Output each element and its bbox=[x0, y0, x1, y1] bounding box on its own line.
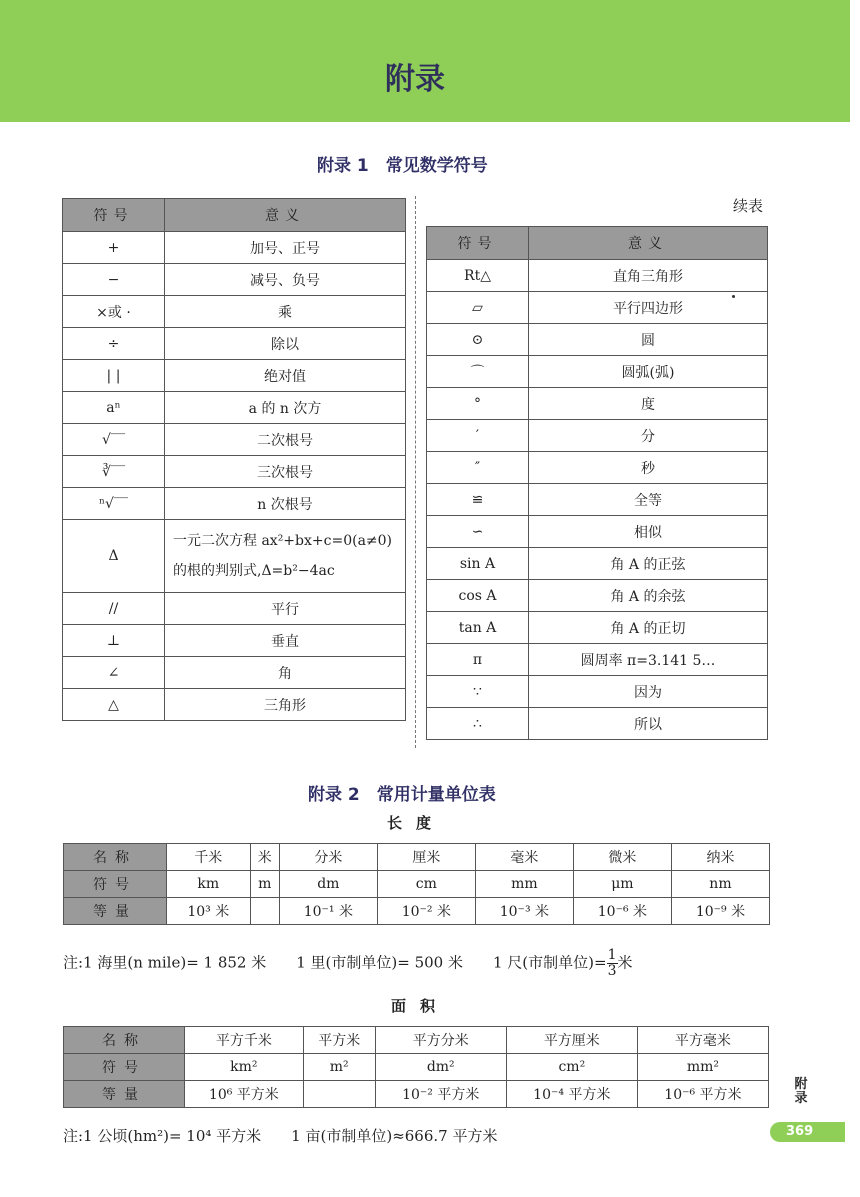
row-label: 名称 bbox=[64, 844, 167, 871]
meaning-cell: 垂直 bbox=[165, 625, 406, 657]
length-note-unit: 米 bbox=[617, 953, 633, 972]
meaning-cell: 所以 bbox=[529, 708, 768, 740]
symbol-cell: ∽ bbox=[427, 516, 529, 548]
side-tab: 附录 bbox=[794, 1077, 808, 1106]
unit-cell: mm bbox=[475, 871, 573, 898]
meaning-cell: 全等 bbox=[529, 484, 768, 516]
page-number: 369 bbox=[770, 1122, 845, 1142]
table-row bbox=[63, 264, 406, 296]
unit-cell: 10³ 米 bbox=[167, 898, 251, 925]
meaning-cell: 一元二次方程 ax²+bx+c=0(a≠0) 的根的判别式,Δ=b²−4ac bbox=[165, 520, 406, 593]
unit-cell: 纳米 bbox=[671, 844, 769, 871]
unit-cell: 10⁻³ 米 bbox=[475, 898, 573, 925]
symbol-cell: cos A bbox=[427, 580, 529, 612]
table-row bbox=[427, 580, 768, 612]
table-row bbox=[427, 356, 768, 388]
table-row bbox=[427, 708, 768, 740]
table-row bbox=[63, 360, 406, 392]
unit-cell: 平方千米 bbox=[185, 1027, 304, 1054]
symbol-cell: aⁿ bbox=[63, 392, 165, 424]
symbol-cell: ⌒ bbox=[427, 356, 529, 388]
unit-cell: 米 bbox=[250, 844, 279, 871]
unit-cell: 分米 bbox=[279, 844, 377, 871]
meaning-cell: 平行 bbox=[165, 593, 406, 625]
symbol-cell: ∴ bbox=[427, 708, 529, 740]
symbol-row bbox=[64, 1054, 769, 1081]
meaning-cell: 加号、正号 bbox=[165, 232, 406, 264]
meaning-cell: 减号、负号 bbox=[165, 264, 406, 296]
unit-cell: 平方厘米 bbox=[506, 1027, 637, 1054]
symbol-cell: sin A bbox=[427, 548, 529, 580]
equal-row bbox=[64, 898, 770, 925]
meaning-cell: 直角三角形 bbox=[529, 260, 768, 292]
symbol-cell: − bbox=[63, 264, 165, 296]
table-row bbox=[427, 292, 768, 324]
table-row bbox=[63, 657, 406, 689]
table-row bbox=[63, 232, 406, 264]
unit-cell: dm² bbox=[375, 1054, 506, 1081]
table-row bbox=[63, 625, 406, 657]
name-row bbox=[64, 1027, 769, 1054]
unit-cell: 10⁻² 平方米 bbox=[375, 1081, 506, 1108]
fraction-numerator: 1 bbox=[607, 947, 617, 963]
area-title: 面积 bbox=[391, 997, 450, 1015]
unit-cell: 平方分米 bbox=[375, 1027, 506, 1054]
row-label: 等量 bbox=[64, 898, 167, 925]
unit-cell: 毫米 bbox=[475, 844, 573, 871]
symbol-cell: ′ bbox=[427, 420, 529, 452]
unit-cell: km bbox=[167, 871, 251, 898]
meaning-cell: 角 A 的正切 bbox=[529, 612, 768, 644]
symbol-cell: ▱ bbox=[427, 292, 529, 324]
symbol-cell: ″ bbox=[427, 452, 529, 484]
table-row bbox=[427, 484, 768, 516]
meaning-cell: 乘 bbox=[165, 296, 406, 328]
symbol-cell: + bbox=[63, 232, 165, 264]
fraction-denominator: 3 bbox=[607, 963, 617, 979]
meaning-cell: a 的 n 次方 bbox=[165, 392, 406, 424]
header-symbol: 符号 bbox=[63, 199, 165, 232]
length-unit-table bbox=[63, 843, 770, 925]
meaning-cell: 除以 bbox=[165, 328, 406, 360]
unit-cell: 10⁻² 米 bbox=[377, 898, 475, 925]
unit-cell: cm bbox=[377, 871, 475, 898]
header-symbol: 符号 bbox=[427, 227, 529, 260]
symbol-cell: ×或 · bbox=[63, 296, 165, 328]
unit-cell: 千米 bbox=[167, 844, 251, 871]
unit-cell: 平方米 bbox=[303, 1027, 375, 1054]
unit-cell: 10⁻¹ 米 bbox=[279, 898, 377, 925]
table-row bbox=[427, 388, 768, 420]
symbol-cell: ≌ bbox=[427, 484, 529, 516]
symbol-cell: ∛‾‾ bbox=[63, 456, 165, 488]
table-row bbox=[427, 644, 768, 676]
symbol-cell: △ bbox=[63, 689, 165, 721]
header-meaning: 意义 bbox=[529, 227, 768, 260]
symbol-cell: Rt△ bbox=[427, 260, 529, 292]
unit-cell: 厘米 bbox=[377, 844, 475, 871]
symbol-table-left bbox=[62, 198, 406, 721]
table-row bbox=[63, 328, 406, 360]
unit-cell: m² bbox=[303, 1054, 375, 1081]
unit-cell: mm² bbox=[637, 1054, 768, 1081]
meaning-cell: 二次根号 bbox=[165, 424, 406, 456]
table-row bbox=[427, 260, 768, 292]
table-row bbox=[63, 392, 406, 424]
meaning-cell: 角 A 的余弦 bbox=[529, 580, 768, 612]
symbol-cell: ∠ bbox=[63, 657, 165, 689]
symbol-cell: tan A bbox=[427, 612, 529, 644]
symbol-cell: ⊙ bbox=[427, 324, 529, 356]
row-label: 名称 bbox=[64, 1027, 185, 1054]
continued-label: 续表 bbox=[733, 197, 764, 215]
meaning-cell: 三次根号 bbox=[165, 456, 406, 488]
symbol-cell: ⁿ√‾‾ bbox=[63, 488, 165, 520]
meaning-cell: 因为 bbox=[529, 676, 768, 708]
unit-cell: 平方毫米 bbox=[637, 1027, 768, 1054]
table-row bbox=[63, 520, 406, 593]
meaning-cell: 三角形 bbox=[165, 689, 406, 721]
table-row bbox=[63, 689, 406, 721]
length-title: 长度 bbox=[387, 814, 446, 832]
meaning-cell: 相似 bbox=[529, 516, 768, 548]
symbol-cell: ⊥ bbox=[63, 625, 165, 657]
unit-cell: μm bbox=[573, 871, 671, 898]
symbol-cell: // bbox=[63, 593, 165, 625]
unit-cell: 10⁶ 平方米 bbox=[185, 1081, 304, 1108]
meaning-cell: 分 bbox=[529, 420, 768, 452]
symbol-cell: Δ bbox=[63, 520, 165, 593]
appendix2-title: 附录 2 常用计量单位表 bbox=[308, 785, 496, 805]
meaning-cell: 平行四边形 bbox=[529, 292, 768, 324]
row-label: 符号 bbox=[64, 871, 167, 898]
column-divider bbox=[415, 196, 416, 748]
meaning-cell: 圆 bbox=[529, 324, 768, 356]
unit-cell: dm bbox=[279, 871, 377, 898]
unit-cell: 10⁻⁶ 平方米 bbox=[637, 1081, 768, 1108]
symbol-cell: | | bbox=[63, 360, 165, 392]
table-row bbox=[427, 548, 768, 580]
unit-cell: km² bbox=[185, 1054, 304, 1081]
length-note bbox=[63, 948, 633, 979]
unit-cell: 10⁻⁹ 米 bbox=[671, 898, 769, 925]
table-row bbox=[63, 424, 406, 456]
table-row bbox=[427, 452, 768, 484]
area-note: 注:1 公顷(hm²)= 10⁴ 平方米 1 亩(市制单位)≈666.7 平方米 bbox=[63, 1127, 498, 1145]
unit-cell: 10⁻⁶ 米 bbox=[573, 898, 671, 925]
unit-cell bbox=[250, 898, 279, 925]
appendix1-title: 附录 1 常见数学符号 bbox=[317, 156, 488, 176]
fraction bbox=[607, 948, 618, 979]
unit-cell bbox=[303, 1081, 375, 1108]
table-row bbox=[63, 296, 406, 328]
row-label: 等量 bbox=[64, 1081, 185, 1108]
meaning-cell: 度 bbox=[529, 388, 768, 420]
name-row bbox=[64, 844, 770, 871]
length-note-text: 注:1 海里(n mile)= 1 852 米 1 里(市制单位)= 500 米 1 尺(市制单位)= bbox=[63, 953, 607, 972]
area-unit-table bbox=[63, 1026, 769, 1108]
unit-cell: 微米 bbox=[573, 844, 671, 871]
meaning-cell: 圆周率 π=3.141 5… bbox=[529, 644, 768, 676]
table-row bbox=[427, 676, 768, 708]
meaning-cell: 秒 bbox=[529, 452, 768, 484]
stray-dot bbox=[732, 295, 735, 298]
equal-row bbox=[64, 1081, 769, 1108]
header-meaning: 意义 bbox=[165, 199, 406, 232]
table-row bbox=[427, 420, 768, 452]
symbol-cell: √‾‾ bbox=[63, 424, 165, 456]
symbol-table-right bbox=[426, 226, 768, 740]
row-label: 符号 bbox=[64, 1054, 185, 1081]
symbol-cell: ° bbox=[427, 388, 529, 420]
table-row bbox=[63, 593, 406, 625]
table-row bbox=[427, 324, 768, 356]
unit-cell: m bbox=[250, 871, 279, 898]
meaning-cell: 角 A 的正弦 bbox=[529, 548, 768, 580]
meaning-cell: 角 bbox=[165, 657, 406, 689]
table-row bbox=[427, 516, 768, 548]
unit-cell: nm bbox=[671, 871, 769, 898]
meaning-cell: 绝对值 bbox=[165, 360, 406, 392]
meaning-cell: 圆弧(弧) bbox=[529, 356, 768, 388]
symbol-cell: π bbox=[427, 644, 529, 676]
symbol-cell: ÷ bbox=[63, 328, 165, 360]
page-title: 附录 bbox=[385, 62, 445, 97]
unit-cell: cm² bbox=[506, 1054, 637, 1081]
symbol-row bbox=[64, 871, 770, 898]
symbol-cell: ∵ bbox=[427, 676, 529, 708]
table-row bbox=[427, 612, 768, 644]
meaning-cell: n 次根号 bbox=[165, 488, 406, 520]
table-row bbox=[63, 488, 406, 520]
unit-cell: 10⁻⁴ 平方米 bbox=[506, 1081, 637, 1108]
table-row bbox=[63, 456, 406, 488]
